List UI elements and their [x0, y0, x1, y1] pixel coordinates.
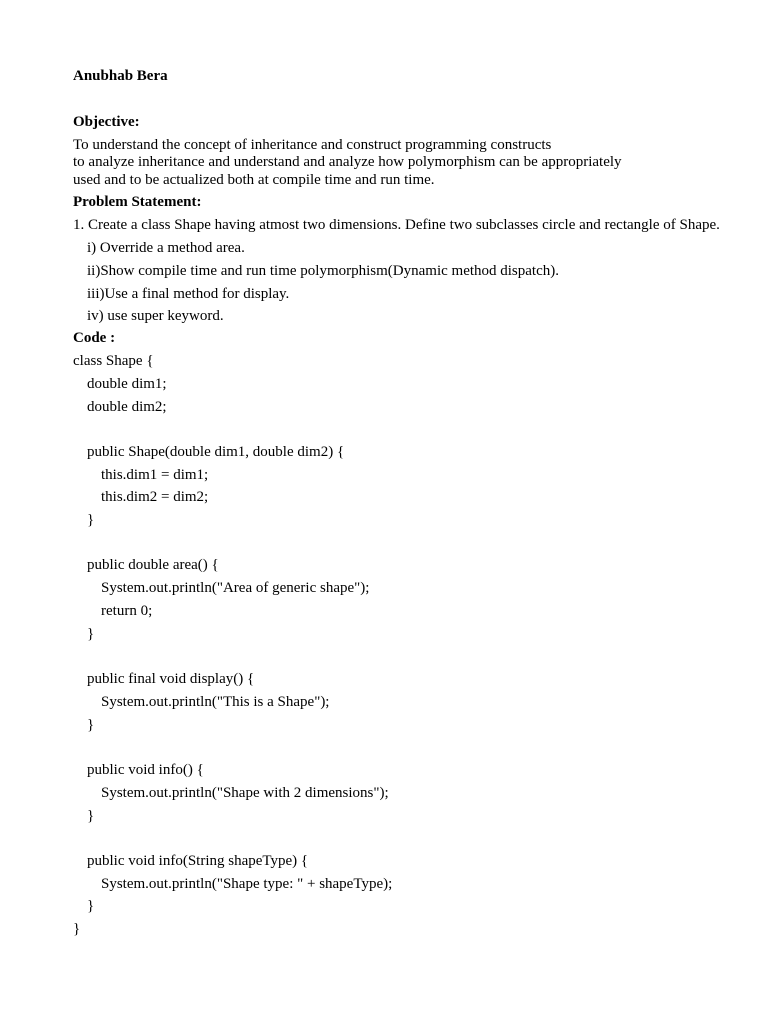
code-line: } [87, 717, 95, 733]
problem-item: iii)Use a final method for display. [87, 286, 290, 302]
code-line: public final void display() { [87, 671, 255, 687]
code-line: } [87, 512, 95, 528]
code-line: this.dim2 = dim2; [101, 489, 209, 505]
objective-line: used and to be actualized both at compile time and run time. [73, 172, 435, 188]
problem-item: iv) use super keyword. [87, 308, 224, 324]
code-line: System.out.println("Area of generic shape"); [101, 580, 370, 596]
code-line: public void info() { [87, 762, 204, 778]
code-line: System.out.println("Shape with 2 dimensions"); [101, 785, 389, 801]
code-line: double dim2; [87, 399, 167, 415]
code-line: this.dim1 = dim1; [101, 467, 209, 483]
code-line: } [87, 808, 95, 824]
objective-line: to analyze inheritance and understand and analyze how polymorphism can be appropriately [73, 154, 622, 170]
problem-item: ii)Show compile time and run time polymorphism(Dynamic method dispatch). [87, 263, 560, 279]
code-line: } [87, 898, 95, 914]
code-line: return 0; [101, 603, 153, 619]
code-line: double dim1; [87, 376, 167, 392]
code-line: public double area() { [87, 557, 219, 573]
code-line: } [87, 626, 95, 642]
code-line: class Shape { [73, 353, 154, 369]
code-line: } [73, 921, 81, 937]
code-line: System.out.println("This is a Shape"); [101, 694, 330, 710]
code-line: public void info(String shapeType) { [87, 853, 309, 869]
code-heading: Code : [73, 330, 116, 346]
code-line: System.out.println("Shape type: " + shapeType); [101, 876, 393, 892]
author-name: Anubhab Bera [73, 68, 168, 84]
objective-heading: Objective: [73, 114, 140, 130]
problem-item: i) Override a method area. [87, 240, 245, 256]
problem-heading: Problem Statement: [73, 194, 202, 210]
problem-statement: 1. Create a class Shape having atmost two dimensions. Define two subclasses circle and rectangle of Shape. [73, 217, 720, 233]
objective-line: To understand the concept of inheritance and construct programming constructs [73, 137, 552, 153]
code-line: public Shape(double dim1, double dim2) { [87, 444, 345, 460]
